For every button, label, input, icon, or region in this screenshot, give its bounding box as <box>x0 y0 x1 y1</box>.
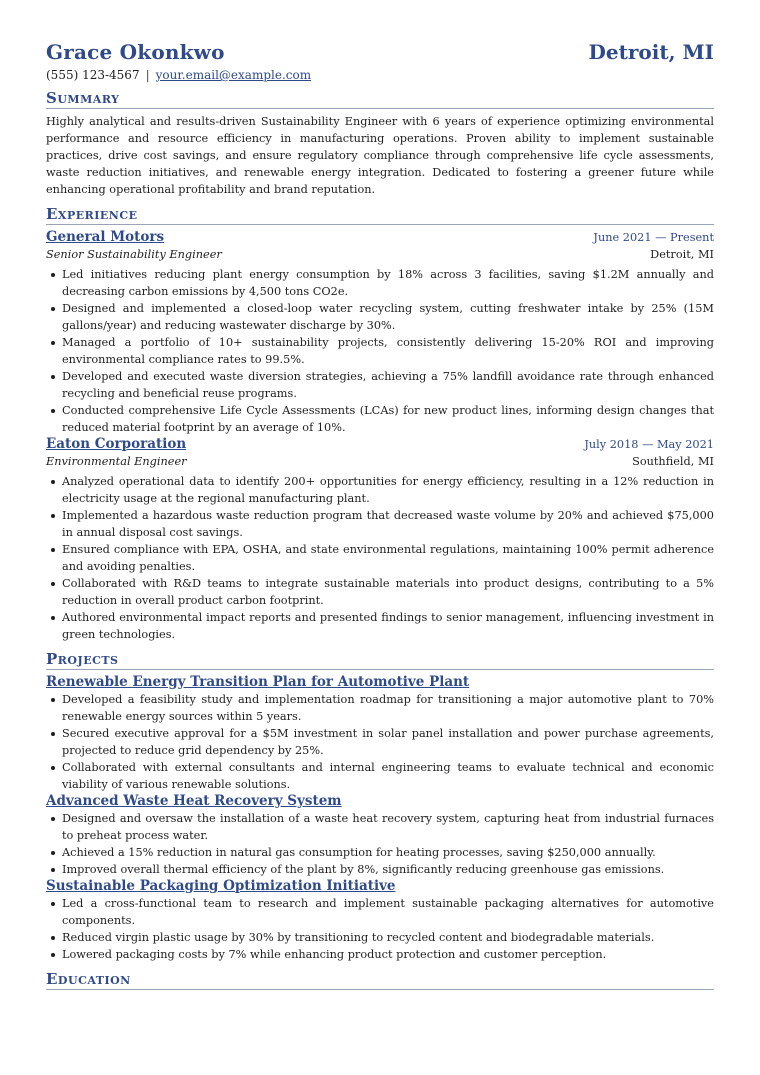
project-title: Renewable Energy Transition Plan for Automotive Plant <box>46 674 470 690</box>
phone-number: (555) 123-4567 <box>46 68 140 82</box>
job-dates: July 2018 — May 2021 <box>584 438 714 451</box>
section-title-experience: Experience <box>46 206 714 225</box>
job-bullets <box>46 473 714 643</box>
header-left <box>46 40 311 82</box>
job-role: Environmental Engineer <box>46 455 187 468</box>
bullet-item: Achieved a 15% reduction in natural gas consumption for heating processes, saving $250,000 annually. <box>62 844 714 861</box>
job-header <box>46 436 714 453</box>
job-bullets <box>46 266 714 436</box>
bullet-item: Secured executive approval for a $5M investment in solar panel installation and power purchase agreements, projected to reduce grid dependency by 25%. <box>62 727 714 757</box>
job-location: Detroit, MI <box>650 248 714 261</box>
role-row <box>46 246 714 263</box>
section-title-education: Education <box>46 971 714 990</box>
resume-header <box>46 40 714 82</box>
company-name: Eaton Corporation <box>46 436 187 452</box>
job-location: Southfield, MI <box>632 455 714 468</box>
section-title-summary: Summary <box>46 90 714 109</box>
bullet-item: Led initiatives reducing plant energy consumption by 18% across 3 facilities, saving $1.2M annually and decreasing carbon emissions by 4,500 tons CO2e. <box>62 268 714 298</box>
project-bullets <box>46 895 714 963</box>
project-title: Advanced Waste Heat Recovery System <box>46 793 342 809</box>
email-link[interactable]: your.email@example.com <box>155 68 312 82</box>
bullet-item: Authored environmental impact reports and presented findings to senior management, influencing investment in green technologies. <box>62 611 714 641</box>
project-title: Sustainable Packaging Optimization Initiative <box>46 878 396 894</box>
header-location: Detroit, MI <box>588 40 714 64</box>
project-bullets <box>46 691 714 793</box>
project-entry <box>46 793 714 878</box>
project-bullets <box>46 810 714 878</box>
contact-line <box>46 68 311 82</box>
project-entry <box>46 674 714 793</box>
project-entry <box>46 878 714 963</box>
bullet-item: Improved overall thermal efficiency of the plant by 8%, significantly reducing greenhouse gas emissions. <box>62 861 714 878</box>
job-role: Senior Sustainability Engineer <box>46 248 222 261</box>
bullet-item: Developed a feasibility study and implementation roadmap for transitioning a major automotive plant to 70% renewable energy sources within 5 years. <box>62 693 714 723</box>
contact-separator: | <box>145 68 150 82</box>
section-title-projects: Projects <box>46 651 714 670</box>
bullet-item: Analyzed operational data to identify 200+ opportunities for energy efficiency, resulting in a 12% reduction in electricity usage at the regional manufacturing plant. <box>62 475 714 505</box>
job-dates: June 2021 — Present <box>593 231 714 244</box>
bullet-item: Collaborated with R&D teams to integrate sustainable materials into product designs, contributing to a 5% reduction in overall product carbon footprint. <box>62 577 714 607</box>
job-header <box>46 229 714 246</box>
bullet-item: Ensured compliance with EPA, OSHA, and state environmental regulations, maintaining 100% permit adherence and avoiding penalties. <box>62 543 714 573</box>
bullet-item: Designed and implemented a closed-loop water recycling system, cutting freshwater intake by 25% (15M gallons/year) and reducing wastewater discharge by 30%. <box>62 302 714 332</box>
bullet-item: Conducted comprehensive Life Cycle Assessments (LCAs) for new product lines, informing design changes that reduced material footprint by an average of 10%. <box>62 404 714 434</box>
bullet-item: Implemented a hazardous waste reduction program that decreased waste volume by 20% and achieved $75,000 in annual disposal cost savings. <box>62 509 714 539</box>
bullet-item: Lowered packaging costs by 7% while enhancing product protection and customer perception. <box>62 946 714 963</box>
candidate-name: Grace Okonkwo <box>46 40 225 64</box>
experience-entry <box>46 229 714 436</box>
bullet-item: Managed a portfolio of 10+ sustainability projects, consistently delivering 15-20% ROI and improving environmental compliance rates to 99.5%. <box>62 336 714 366</box>
bullet-item: Collaborated with external consultants and internal engineering teams to evaluate technical and economic viability of various renewable solutions. <box>62 761 714 791</box>
summary-text: Highly analytical and results-driven Sustainability Engineer with 6 years of experience optimizing environmental performance and resource efficiency in manufacturing operations. Proven ability to implement sustainable practices, drive cost savings, and ensure regulatory compliance through comprehensive life cycle assessments, waste reduction initiatives, and renewable energy integration. Dedicated to fostering a greener future while enhancing operational profitability and brand reputation. <box>46 115 714 196</box>
company-name: General Motors <box>46 229 165 245</box>
role-row <box>46 453 714 470</box>
experience-entry <box>46 436 714 643</box>
bullet-item: Reduced virgin plastic usage by 30% by transitioning to recycled content and biodegradable materials. <box>62 929 714 946</box>
bullet-item: Led a cross-functional team to research and implement sustainable packaging alternatives for automotive components. <box>62 897 714 927</box>
bullet-item: Designed and oversaw the installation of a waste heat recovery system, capturing heat from industrial furnaces to preheat process water. <box>62 812 714 842</box>
bullet-item: Developed and executed waste diversion strategies, achieving a 75% landfill avoidance rate through enhanced recycling and beneficial reuse programs. <box>62 370 714 400</box>
